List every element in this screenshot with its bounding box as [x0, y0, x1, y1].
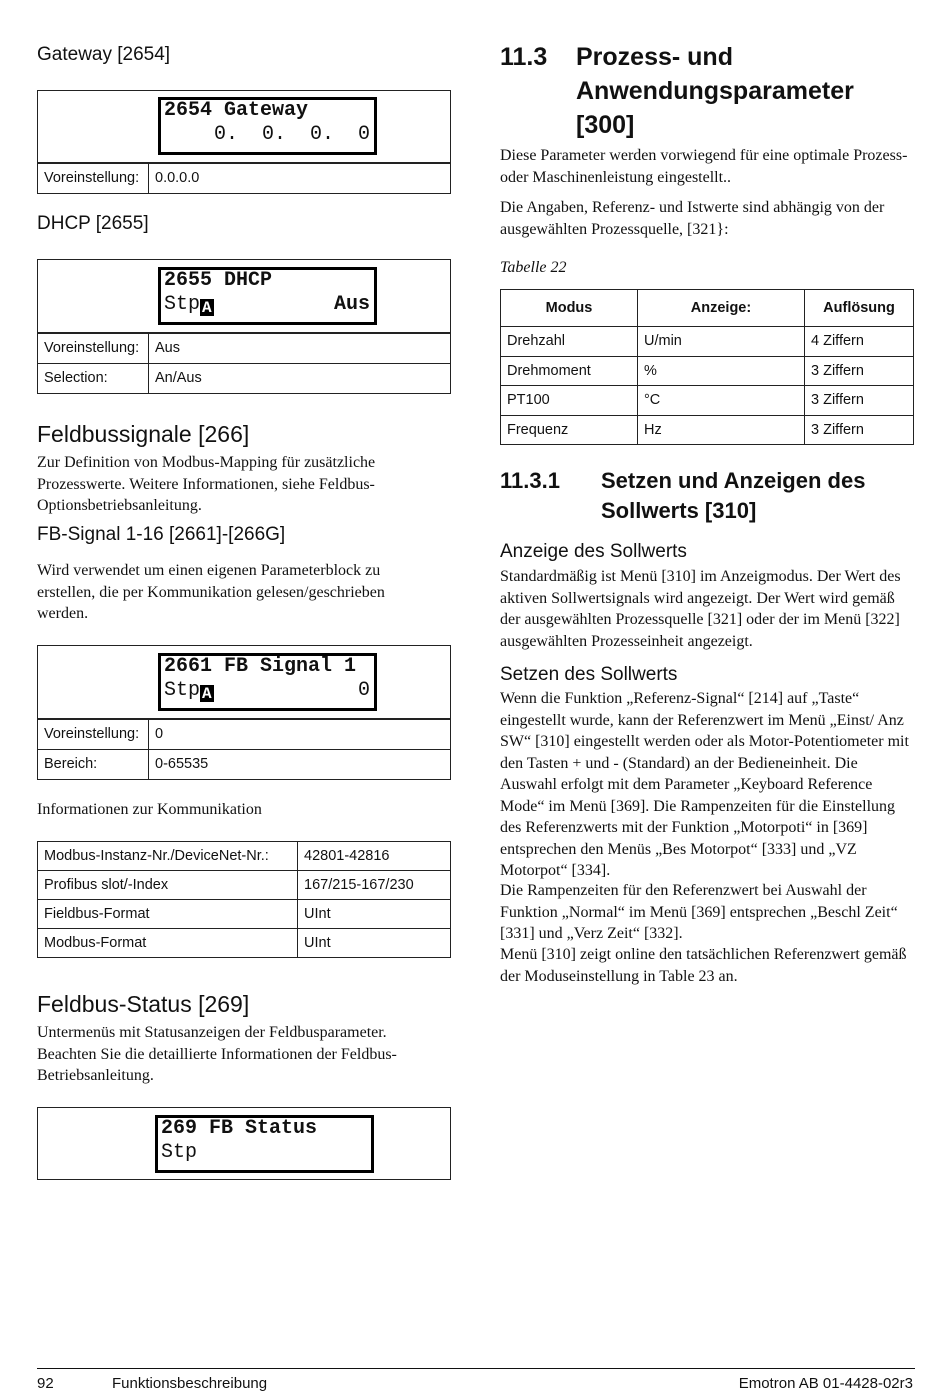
gateway-heading: Gateway [2654]	[37, 44, 171, 65]
table-header: Anzeige:	[638, 290, 805, 327]
feldbus-status-heading: Feldbus-Status [269]	[37, 991, 250, 1017]
dhcp-lcd-display	[158, 267, 377, 325]
dhcp-row-selection	[38, 363, 450, 393]
table-header: Auflösung	[805, 290, 914, 327]
feldbus-status-parameter-box	[37, 1107, 451, 1180]
dhcp-display-value: Aus	[333, 293, 370, 316]
table-cell: 4 Ziffern	[805, 327, 914, 357]
section-title-line2: Anwendungsparameter	[576, 77, 854, 105]
table-cell: 42801-42816	[298, 842, 451, 871]
table-cell: 3 Ziffern	[805, 415, 914, 445]
section-title-line3: [300]	[576, 111, 635, 139]
table-row	[501, 415, 914, 445]
table-cell: Modbus-Format	[38, 929, 298, 958]
row-value: 0-65535	[155, 756, 209, 772]
feldbus-status-text: Untermenüs mit Statusanzeigen der Feldbusparameter. Beachten Sie die detaillierte Informationen der Feldbus-Betriebsanleitung.	[37, 1024, 397, 1084]
section-para2: Die Angaben, Referenz- und Istwerte sind abhängig von der ausgewählten Prozessquelle, [321}:	[500, 199, 885, 238]
dhcp-display-badge: A	[202, 299, 212, 317]
row-key: Selection:	[38, 364, 149, 393]
table-row	[501, 386, 914, 416]
fb-signal-row-default	[38, 719, 450, 749]
table-row	[38, 871, 451, 900]
feldbus-status-display-line2: Stp	[161, 1141, 198, 1164]
footer-doc-ref: Emotron AB 01-4428-02r3	[738, 1375, 913, 1392]
table-cell: 3 Ziffern	[805, 356, 914, 386]
subsection-number: 11.3.1	[500, 468, 560, 493]
gateway-display-line2: 0. 0. 0. 0	[189, 123, 370, 146]
section-number: 11.3	[500, 43, 548, 71]
table-header-row	[501, 290, 914, 327]
fb-signal-display-area	[38, 646, 450, 719]
row-key: Voreinstellung:	[38, 334, 149, 363]
fb-signal-display-value: 0	[357, 679, 370, 702]
subsection-title-line2: Sollwerts [310]	[601, 498, 757, 523]
setzen-text2: Die Rampenzeiten für den Referenzwert bei Auswahl der Funktion „Normal“ im Menü [369] entsprechen „Beschl Zeit“ [331] und „Verz Zeit“ [332].	[500, 882, 898, 942]
footer-page-number: 92	[37, 1375, 54, 1392]
table-cell: Profibus slot/-Index	[38, 871, 298, 900]
table-cell: Modbus-Instanz-Nr./DeviceNet-Nr.:	[38, 842, 298, 871]
dhcp-display-line2	[164, 294, 370, 316]
fb-signal-heading: FB-Signal 1-16 [2661]-[266G]	[37, 524, 286, 545]
gateway-lcd-display	[158, 97, 377, 155]
fb-signal-display-status: Stp	[164, 679, 201, 702]
table-cell: Hz	[638, 415, 805, 445]
table-header: Modus	[501, 290, 638, 327]
fb-signal-display-line2	[164, 680, 370, 702]
section-para1: Diese Parameter werden vorwiegend für eine optimale Prozess- oder Maschinenleistung eingestellt..	[500, 147, 908, 186]
row-key: Voreinstellung:	[38, 720, 149, 749]
dhcp-display-area	[38, 260, 450, 333]
feldbussignale-heading: Feldbussignale [266]	[37, 421, 250, 447]
comm-info-caption: Informationen zur Kommunikation	[37, 801, 262, 818]
dhcp-heading: DHCP [2655]	[37, 213, 149, 234]
footer-chapter: Funktionsbeschreibung	[112, 1375, 268, 1392]
setzen-text3: Menü [310] zeigt online den tatsächlichen Referenzwert gemäß der Moduseinstellung in Table 23 an.	[500, 946, 907, 985]
dhcp-row-default	[38, 333, 450, 363]
fb-signal-lcd-display	[158, 653, 377, 711]
row-key: Bereich:	[38, 750, 149, 779]
table-cell: Drehmoment	[501, 356, 638, 386]
fb-signal-parameter-box	[37, 645, 451, 780]
setzen-heading: Setzen des Sollwerts	[500, 664, 678, 685]
gateway-parameter-box	[37, 90, 451, 194]
dhcp-display-status: Stp	[164, 293, 201, 316]
gateway-row-default	[38, 163, 450, 193]
setzen-text1: Wenn die Funktion „Referenz-Signal“ [214] auf „Taste“ eingestellt wurde, kann der Referenzwert im Menü „Einst/ Anz SW“ [310] eingestellt werden oder als Motor-Potentiometer mit den Tasten + und - (Standard) an der Bedieneinheit. Die Auswahl erfolgt mit dem Parameter „Keyboard Reference Mode“ im Menü [369]. Die Rampenzeiten für die Einstellung des Referenzwerts mit der Funktion „Motorpoti“ in [369] entsprechen den Menüs „Bes Motorpot“ [333] und „VZ Motorpot“ [334].	[500, 690, 909, 879]
footer-divider	[37, 1368, 915, 1369]
dhcp-display-line1: 2655 DHCP	[164, 269, 273, 292]
row-value: Aus	[155, 340, 180, 356]
gateway-display-line1: 2654 Gateway	[164, 99, 309, 122]
table-cell: UInt	[298, 929, 451, 958]
table-cell: PT100	[501, 386, 638, 416]
row-key: Voreinstellung:	[38, 164, 149, 193]
table-cell: U/min	[638, 327, 805, 357]
anzeige-text: Standardmäßig ist Menü [310] im Anzeigmodus. Der Wert des aktiven Sollwertsignals wird angezeigt. Der Wert wird gemäß der ausgewählten Prozessquelle [321] oder der im Menü [322] ausgewählten Prozesseinheit angezeigt.	[500, 568, 901, 650]
fb-signal-display-line1: 2661 FB Signal 1	[164, 655, 357, 678]
section-title-line1: Prozess- und	[576, 43, 733, 71]
table-cell: %	[638, 356, 805, 386]
table-cell: °C	[638, 386, 805, 416]
dhcp-parameter-box	[37, 259, 451, 394]
table-cell: Fieldbus-Format	[38, 900, 298, 929]
mode-table	[500, 289, 914, 445]
table-row	[501, 356, 914, 386]
table-row	[38, 929, 451, 958]
row-value: 0	[155, 726, 164, 742]
row-value: An/Aus	[155, 370, 202, 386]
feldbussignale-text: Zur Definition von Modbus-Mapping für zusätzliche Prozesswerte. Weitere Informationen, siehe Feldbus-Optionsbetriebsanleitung.	[37, 454, 376, 514]
table-cell: Frequenz	[501, 415, 638, 445]
table-cell: UInt	[298, 900, 451, 929]
row-value: 0.0.0.0	[155, 170, 200, 186]
table-cell: Drehzahl	[501, 327, 638, 357]
gateway-display-area	[38, 91, 450, 163]
fb-signal-row-range	[38, 749, 450, 779]
section-heading	[500, 40, 914, 150]
anzeige-heading: Anzeige des Sollwerts	[500, 541, 687, 562]
table-row	[38, 900, 451, 929]
comm-info-table	[37, 841, 451, 958]
table-caption: Tabelle 22	[500, 259, 567, 276]
table-row	[501, 327, 914, 357]
feldbus-status-lcd-display	[155, 1115, 374, 1173]
table-cell: 167/215-167/230	[298, 871, 451, 900]
table-cell: 3 Ziffern	[805, 386, 914, 416]
subsection-title-line1: Setzen und Anzeigen des	[601, 468, 866, 493]
subsection-heading	[500, 466, 914, 530]
feldbus-status-display-line1: 269 FB Status	[161, 1117, 318, 1140]
table-row	[38, 842, 451, 871]
fb-signal-display-badge: A	[202, 685, 212, 703]
fb-signal-text: Wird verwendet um einen eigenen Parameterblock zu erstellen, die per Kommunikation gelesen/geschrieben werden.	[37, 562, 385, 622]
